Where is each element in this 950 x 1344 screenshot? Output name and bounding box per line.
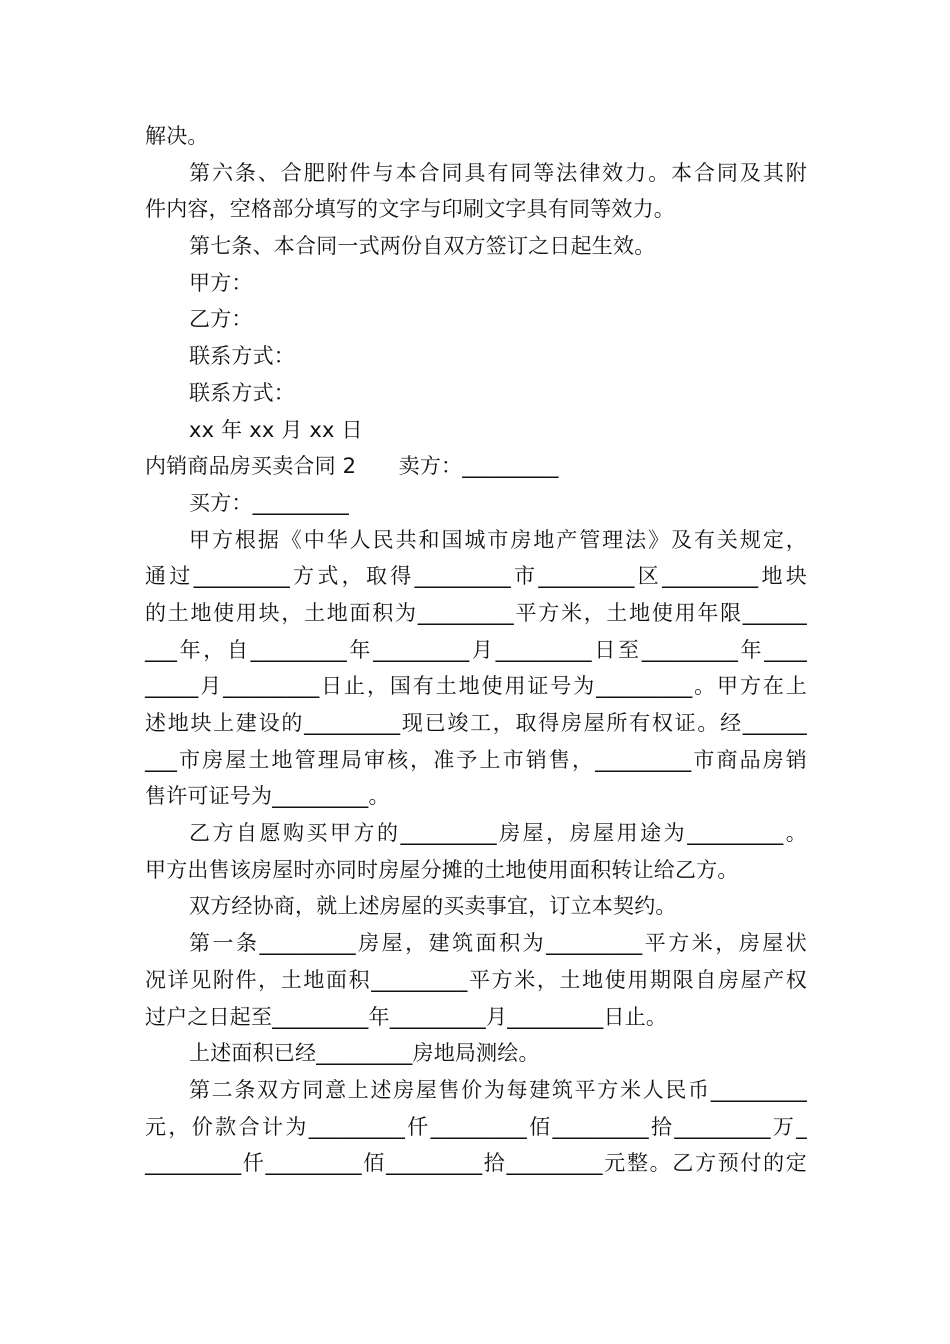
text-line: _____月_________日止，国有土地使用证号为_________。甲方在上 xyxy=(145,674,807,699)
text-line: 过户之日起至_________年_________月_________日止。 xyxy=(145,1004,668,1029)
text-line: 双方经协商，就上述房屋的买卖事宜，订立本契约。 xyxy=(189,894,677,919)
text-line: ___年，自_________年_________月_________日至_________年____ xyxy=(145,637,807,662)
text-line: _________仟_________佰_________拾_________元整。乙方预付的定 xyxy=(145,1151,807,1176)
text-line: 元，价款合计为_________仟_________佰_________拾_________万_ xyxy=(145,1114,807,1139)
text-line: 通过_________方式，取得_________市_________区_________地块 xyxy=(145,564,807,589)
text-line: 售许可证号为_________。 xyxy=(145,784,390,809)
text-line: 乙方自愿购买甲方的_________房屋，房屋用途为_________。 xyxy=(189,821,807,846)
contract-heading: 内销商品房买卖合同 2 卖方：_________ xyxy=(145,454,559,479)
contact-label: 联系方式： xyxy=(189,380,295,405)
text-line: 况详见附件，土地面积_________平方米，土地使用期限自房屋产权 xyxy=(145,967,807,992)
party-b-label: 乙方： xyxy=(189,307,253,332)
text-line: 第一条_________房屋，建筑面积为_________平方米，房屋状 xyxy=(189,931,807,956)
text-line: 上述面积已经_________房地局测绘。 xyxy=(189,1041,540,1066)
text-line: 的土地使用块，土地面积为_________平方米，土地使用年限______ xyxy=(145,600,807,625)
text-line: 甲方出售该房屋时亦同时房屋分摊的土地使用面积转让给乙方。 xyxy=(145,857,739,882)
text-line: 第二条双方同意上述房屋售价为每建筑平方米人民币_________ xyxy=(189,1077,807,1102)
buyer-line: 买方：_________ xyxy=(189,490,349,515)
party-a-label: 甲方： xyxy=(189,270,253,295)
contract-text xyxy=(145,118,807,1182)
text-line: 解决。 xyxy=(145,124,209,148)
text-line: 述地块上建设的_________现已竣工，取得房屋所有权证。经______ xyxy=(145,711,807,735)
date-line: xx 年 xx 月 xx 日 xyxy=(189,417,363,442)
text-line: 第七条、本合同一式两份自双方签订之日起生效。 xyxy=(189,234,656,259)
text-line: ___市房屋土地管理局审核，准予上市销售，_________市商品房销 xyxy=(145,747,807,772)
text-line: 第六条、合肥附件与本合同具有同等法律效力。本合同及其附 xyxy=(189,160,807,185)
text-line: 件内容，空格部分填写的文字与印刷文字具有同等效力。 xyxy=(145,197,675,222)
contact-label: 联系方式： xyxy=(189,344,295,369)
text-line: 甲方根据《中华人民共和国城市房地产管理法》及有关规定， xyxy=(189,527,807,552)
